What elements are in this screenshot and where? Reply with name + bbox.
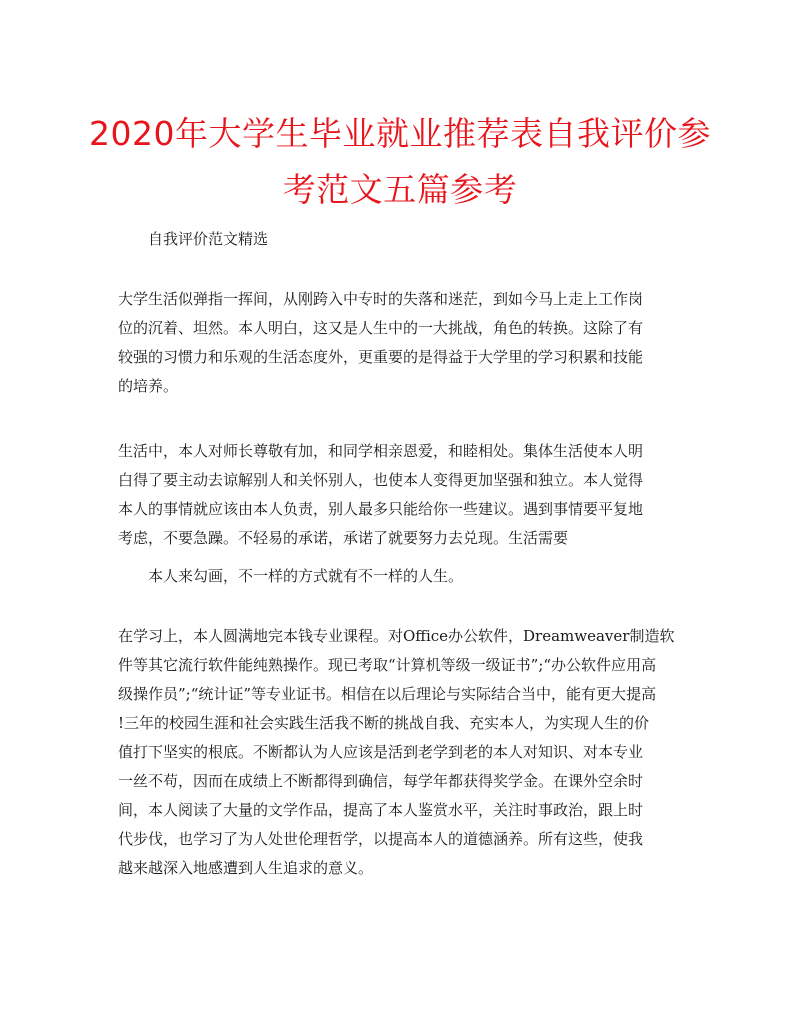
paragraph-line: 件等其它流行软件能纯熟操作。现已考取“计算机等级一级证书”;“办公软件应用高 — [118, 656, 657, 674]
paragraph-line: 本人来勾画，不一样的方式就有不一样的人生。 — [148, 567, 464, 585]
paragraph-line: 本人的事情就应该由本人负责，别人最多只能给你一些建议。遇到事情要平复地 — [118, 500, 644, 518]
paragraph-line: 在学习上，本人圆满地完本钱专业课程。对Office办公软件，Dreamweaver制造软 — [118, 627, 675, 645]
paragraph-line: 一丝不苟，因而在成绩上不断都得到确信，每学年都获得奖学金。在课外空余时 — [118, 772, 644, 790]
paragraph-1 — [118, 285, 688, 401]
paragraph-line: 级操作员”;“统计证”等专业证书。相信在以后理论与实际结合当中，能有更大提高 — [118, 685, 657, 703]
paragraph-line: 越来越深入地感遭到人生追求的意义。 — [118, 859, 374, 877]
paragraph-3 — [148, 562, 718, 591]
paragraph-line: 位的沉着、坦然。本人明白，这又是人生中的一大挑战，角色的转换。这除了有 — [118, 319, 644, 337]
paragraph-line: 代步伐，也学习了为人处世伦理哲学，以提高本人的道德涵养。所有这些，使我 — [118, 830, 644, 848]
document-title-line-2: 考范文五篇参考 — [282, 170, 518, 209]
paragraph-line: 值打下坚实的根底。不断都认为人应该是活到老学到老的本人对知识、对本专业 — [118, 743, 644, 761]
document-subtitle: 自我评价范文精选 — [148, 230, 269, 248]
document-title-line-1: 2020年大学生毕业就业推荐表自我评价参 — [89, 114, 711, 153]
paragraph-line: 的培养。 — [118, 377, 179, 395]
paragraph-line: !三年的校园生涯和社会实践生活我不断的挑战自我、充实本人，为实现人生的价 — [118, 714, 650, 732]
paragraph-line: 间，本人阅读了大量的文学作品，提高了本人鉴赏水平，关注时事政治，跟上时 — [118, 801, 644, 819]
paragraph-line: 大学生活似弹指一挥间，从刚跨入中专时的失落和迷茫，到如今马上走上工作岗 — [118, 290, 644, 308]
paragraph-line: 白得了要主动去谅解别人和关怀别人，也使本人变得更加坚强和独立。本人觉得 — [118, 471, 644, 489]
paragraph-line: 生活中，本人对师长尊敬有加，和同学相亲恩爱，和睦相处。集体生活使本人明 — [118, 442, 644, 460]
paragraph-line: 较强的习惯力和乐观的生活态度外，更重要的是得益于大学里的学习积累和技能 — [118, 348, 644, 366]
paragraph-4 — [118, 622, 688, 883]
paragraph-line: 考虑，不要急躁。不轻易的承诺，承诺了就要努力去兑现。生活需要 — [118, 529, 569, 547]
paragraph-2 — [118, 437, 688, 553]
